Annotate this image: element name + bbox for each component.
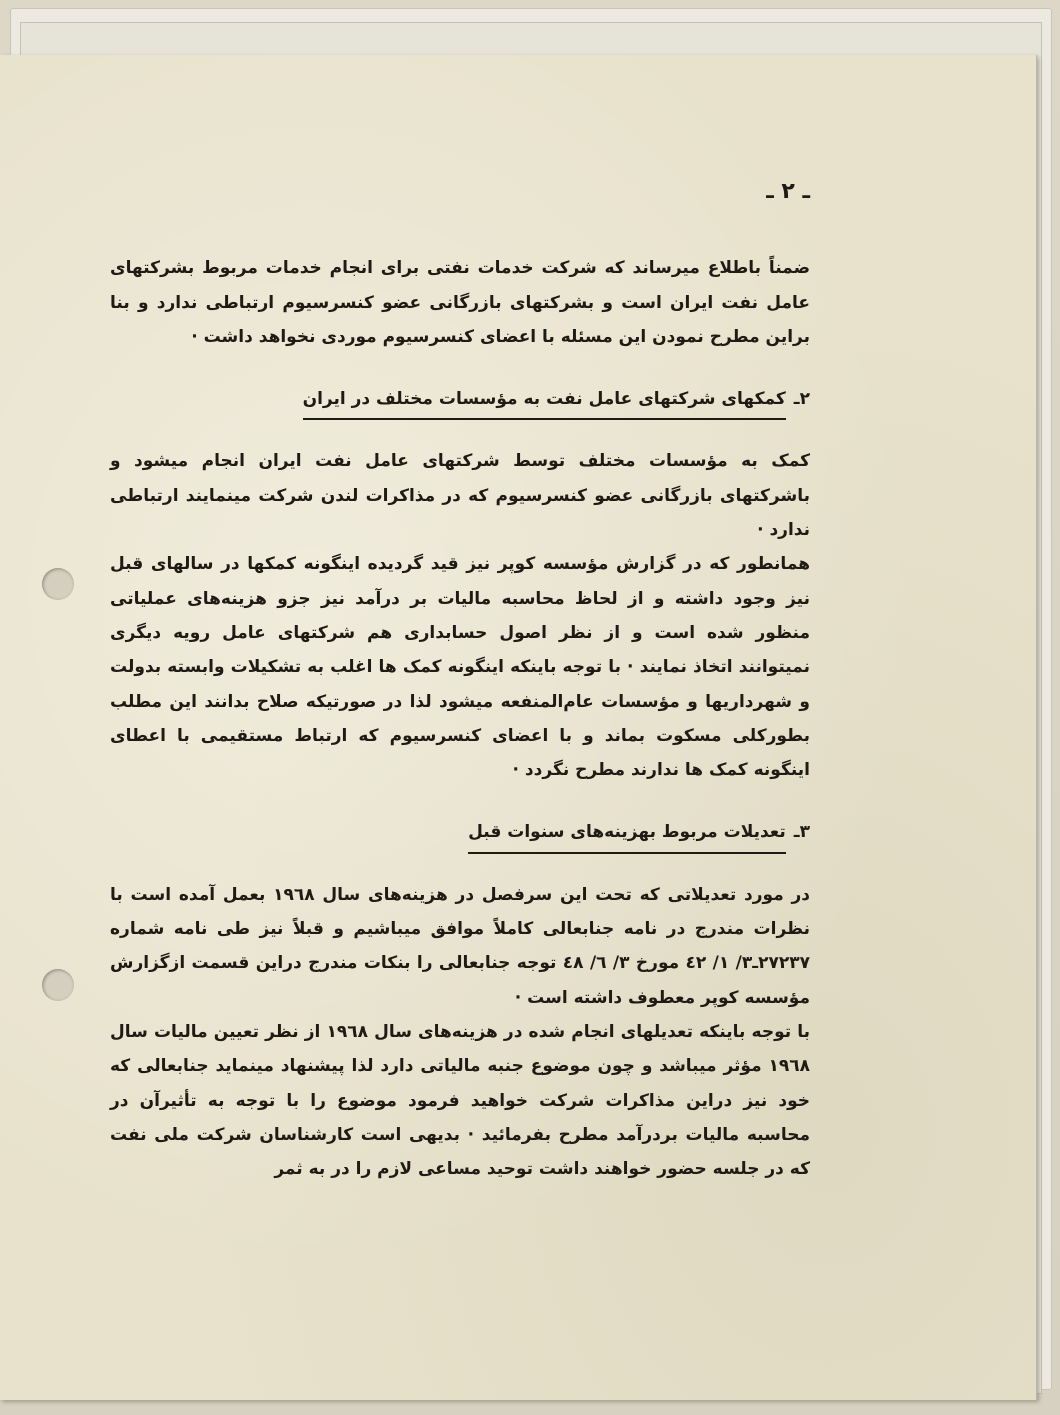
page-number: ـ ٢ ـ bbox=[766, 179, 810, 204]
section-number: ٣ـ bbox=[793, 822, 810, 843]
punch-hole bbox=[42, 969, 74, 1001]
section-paragraph: کمک به مؤسسات مختلف توسط شرکتهای عامل نفت ایران انجام میشود و باشرکتهای بازرگانی عضو کنسرسیوم که در مذاکرات لندن شرکت مینمایند ارتباطی ندارد · bbox=[110, 451, 810, 541]
section-title: کمکهای شرکتهای عامل نفت به مؤسسات مختلف در ایران bbox=[303, 382, 786, 420]
section-number: ٢ـ bbox=[793, 389, 810, 410]
section-paragraph: همانطور که در گزارش مؤسسه کوپر نیز قید گردیده اینگونه کمکها در سالهای قبل نیز وجود داشته و از لحاظ محاسبه مالیات بر درآمد نیز جزو هزینه‌های عملیاتی منظور شده است و از نظر اصول حسابداری هم شرکتهای عامل رویه دیگری نمیتوانند اتخاذ نمایند · با توجه باینکه اینگونه کمک ها اغلب به تشکیلات وابسته بدولت و شهرداریها و مؤسسات عام‌المنفعه میشود لذا در صورتیکه صلاح بدانند این مطلب بطورکلی مسکوت بماند و با اعضای کنسرسیوم که ارتباط مستقیمی با اعطای اینگونه کمک ها ندارند مطرح نگردد · bbox=[110, 554, 810, 781]
section-paragraph: با توجه باینکه تعدیلهای انجام شده در هزینه‌های سال ١٩٦٨ از نظر تعیین مالیات سال ١٩٦٨ مؤثر میباشد و چون موضوع جنبه مالیاتی دارد لذا پیشنهاد مینماید جنابعالی که خود نیز دراین مذاکرات شرکت خواهید فرمود موضوع را با توجه به تأثیرآن در محاسبه مالیات بردرآمد مطرح بفرمائید · بدیهی است کارشناسان شرکت ملی نفت که در جلسه حضور خواهند داشت توحید مساعی لازم را در به ثمر bbox=[110, 1021, 811, 1180]
section-heading bbox=[110, 382, 810, 420]
intro-paragraph: ضمناً باطلاع میرساند که شرکت خدمات نفتی برای انجام خدمات مربوط بشرکتهای عامل نفت ایران است و بشرکتهای بازرگانی عضو کنسرسیوم ارتباطی ندارد و بنا براین مطرح نمودن این مسئله با اعضای کنسرسیوم موردی نخواهد داشت · bbox=[110, 258, 810, 347]
punch-hole bbox=[42, 568, 74, 600]
section-heading bbox=[110, 815, 810, 853]
document-page bbox=[0, 55, 1037, 1400]
section-paragraph: در مورد تعدیلاتی که تحت این سرفصل در هزینه‌های سال ١٩٦٨ بعمل آمده است با نظرات مندرج در نامه جنابعالی کاملاً موافق میباشیم و قبلاً نیز طی نامه شماره ٢٧٢٣٧ـ٣/ ١/ ٤٢ مورخ ٣/ ٦/ ٤٨ توجه جنابعالی را بنکات مندرج دراین قسمت ازگزارش مؤسسه کوپر معطوف داشته است · bbox=[110, 884, 810, 1008]
section-title: تعدیلات مربوط بهزینه‌های سنوات قبل bbox=[468, 815, 786, 853]
document-body bbox=[110, 175, 810, 1186]
